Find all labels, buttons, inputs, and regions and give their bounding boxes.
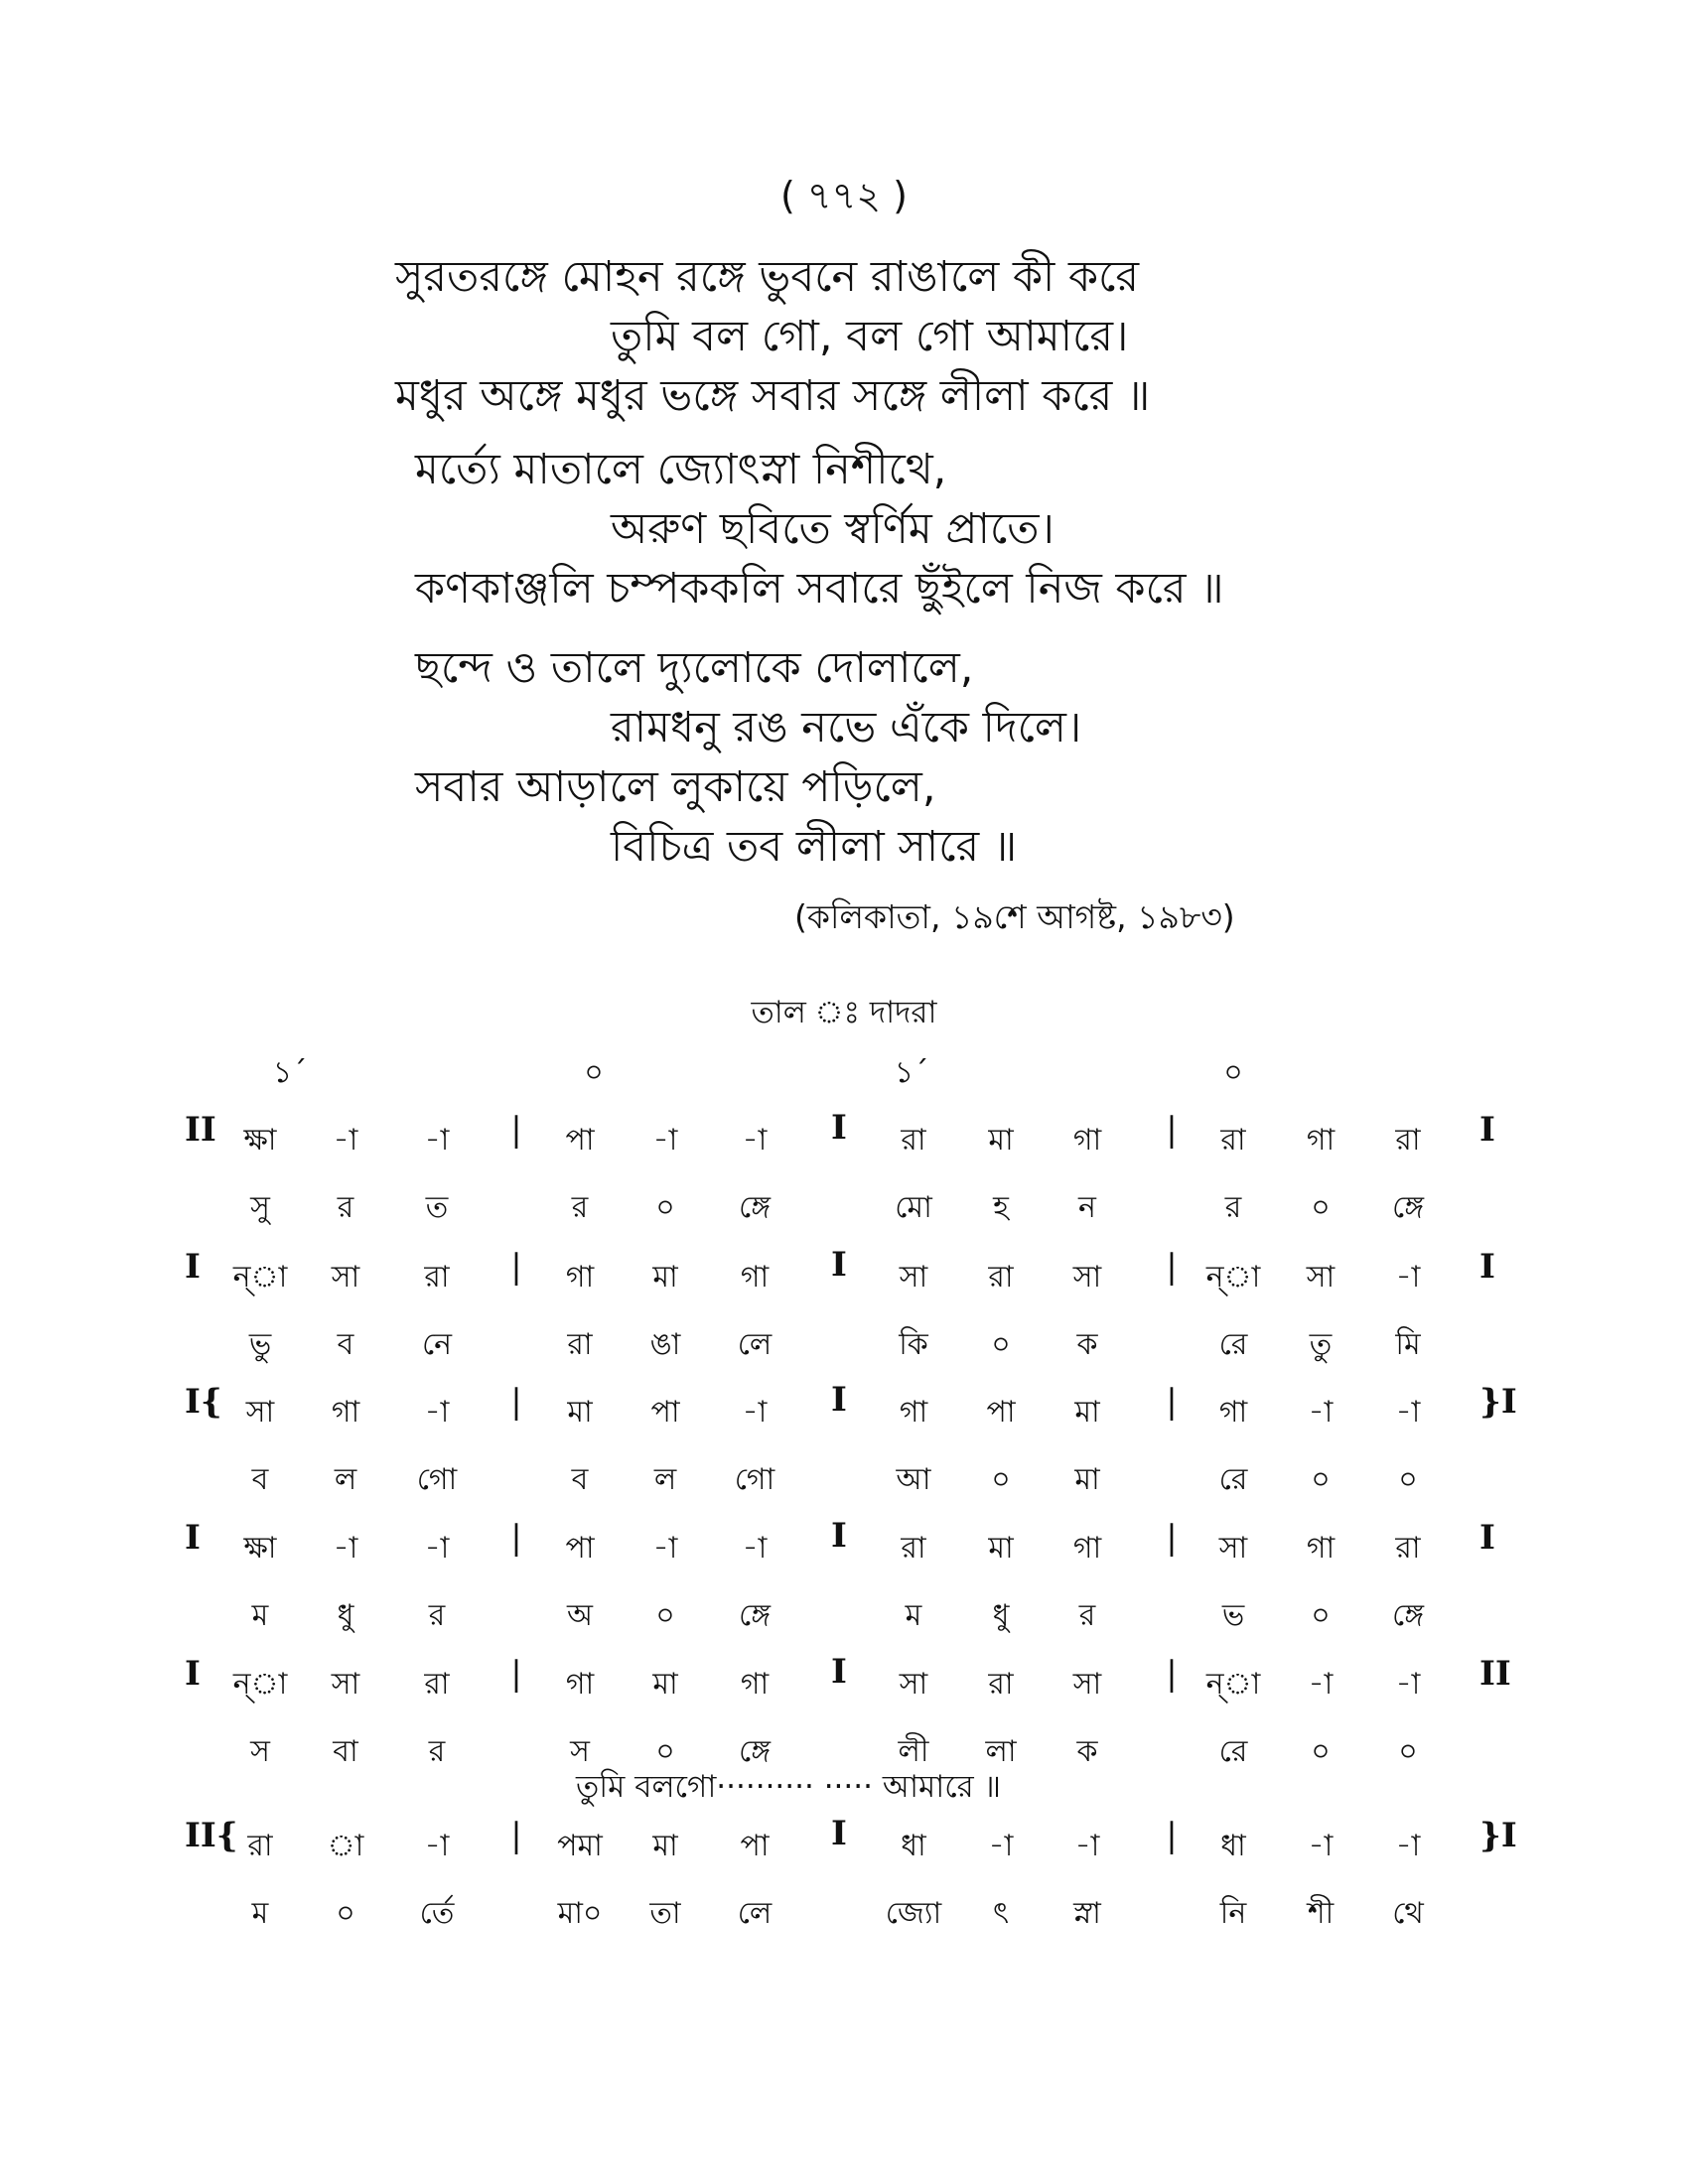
- swara-note: গা: [1218, 1395, 1248, 1430]
- swara-note: মা: [567, 1395, 593, 1430]
- bani-syllable: ত: [425, 1190, 449, 1225]
- swara-note: রা: [1220, 1123, 1246, 1158]
- swara-note: -া: [1308, 1829, 1334, 1863]
- swara-note: -া: [742, 1123, 768, 1158]
- swara-note: -া: [1074, 1829, 1100, 1863]
- bani-syllable: র: [571, 1190, 589, 1225]
- swara-note: -া: [652, 1531, 678, 1566]
- bani-syllable: ০: [336, 1896, 355, 1931]
- bani-syllable: ঙ্গে: [1391, 1598, 1425, 1633]
- bani-syllable: স: [250, 1734, 270, 1769]
- bani-syllable: মা০: [557, 1896, 603, 1931]
- bani-syllable: আ: [896, 1462, 931, 1497]
- bani-syllable: গো: [416, 1462, 458, 1497]
- bani-syllable: ঙ্গে: [1391, 1190, 1425, 1225]
- swara-note: -া: [424, 1123, 450, 1158]
- bani-syllable: র্তে: [419, 1896, 455, 1931]
- bani-syllable: ধু: [337, 1598, 354, 1633]
- swara-note: ধা: [901, 1829, 926, 1863]
- swara-note: রা: [988, 1667, 1014, 1702]
- bani-syllable: ল: [334, 1462, 357, 1497]
- swara-note: গা: [1306, 1531, 1336, 1566]
- swara-note: গা: [331, 1395, 360, 1430]
- lyric-line: বিচিত্র তব লীলা সারে ॥: [611, 822, 1018, 872]
- bani-syllable: ম: [251, 1896, 269, 1931]
- swara-note: রা: [901, 1531, 926, 1566]
- bani-syllable: ০: [1311, 1734, 1331, 1769]
- bani-syllable: থে: [1392, 1896, 1424, 1931]
- bani-syllable: মি: [1395, 1327, 1421, 1362]
- bani-syllable: ব: [571, 1462, 589, 1497]
- swara-note: গা: [740, 1260, 770, 1295]
- bani-syllable: ব: [337, 1327, 354, 1362]
- swara-note: ন্া: [232, 1667, 288, 1702]
- bani-syllable: স: [570, 1734, 590, 1769]
- swara-note: সা: [1072, 1667, 1102, 1702]
- swara-note: গা: [565, 1667, 595, 1702]
- swara-note: -া: [1308, 1395, 1334, 1430]
- composition-credit: (কলিকাতা, ১৯শে আগষ্ট, ১৯৮৩): [794, 897, 1235, 936]
- section-divider: I: [831, 1380, 847, 1420]
- swara-note: মা: [652, 1667, 678, 1702]
- swara-note: গা: [1306, 1123, 1336, 1158]
- swara-note: -া: [988, 1829, 1014, 1863]
- bani-syllable: ম: [251, 1598, 269, 1633]
- bani-syllable: র: [1224, 1190, 1242, 1225]
- swara-note: -া: [1395, 1667, 1421, 1702]
- beat-divider: |: [510, 1654, 522, 1694]
- row-open-bar: I: [185, 1654, 201, 1694]
- bani-syllable: ধু: [992, 1598, 1010, 1633]
- bani-syllable: ঙ্গে: [738, 1598, 772, 1633]
- beat-divider: |: [1166, 1518, 1178, 1558]
- beat-divider: |: [510, 1382, 522, 1422]
- swara-note: মা: [652, 1260, 678, 1295]
- row-open-bar: II: [185, 1110, 216, 1150]
- bani-syllable: বা: [333, 1734, 358, 1769]
- bani-syllable: ০: [1311, 1462, 1331, 1497]
- beat-mark: ১´: [894, 1055, 929, 1090]
- bani-syllable: রা: [567, 1327, 593, 1362]
- swara-note: সা: [1072, 1260, 1102, 1295]
- bani-syllable: ০: [991, 1327, 1011, 1362]
- beat-mark: ১´: [272, 1055, 308, 1090]
- beat-divider: |: [510, 1518, 522, 1558]
- swara-note: সা: [245, 1395, 275, 1430]
- swara-note: সা: [899, 1260, 928, 1295]
- beat-divider: |: [1166, 1816, 1178, 1855]
- swara-note: সা: [1306, 1260, 1336, 1295]
- swara-note: গা: [899, 1395, 928, 1430]
- bani-syllable: ঙা: [649, 1327, 681, 1362]
- swara-note: -া: [742, 1531, 768, 1566]
- swara-note: মা: [988, 1531, 1014, 1566]
- swara-note: গা: [1072, 1531, 1102, 1566]
- bani-syllable: ০: [991, 1462, 1011, 1497]
- section-divider: I: [831, 1516, 847, 1556]
- swara-note: -া: [424, 1829, 450, 1863]
- lyric-line: মধুর অঙ্গে মধুর ভঙ্গে সবার সঙ্গে লীলা করে ॥: [395, 371, 1151, 421]
- bani-syllable: রে: [1218, 1462, 1248, 1497]
- bani-syllable: লা: [985, 1734, 1017, 1769]
- bani-syllable: ন: [1078, 1190, 1096, 1225]
- bani-syllable: হ: [993, 1190, 1009, 1225]
- row-close-bar: I: [1479, 1110, 1495, 1150]
- bani-syllable: ল: [653, 1462, 677, 1497]
- bani-syllable: র: [1078, 1598, 1096, 1633]
- row-close-bar: I: [1479, 1247, 1495, 1287]
- bani-syllable: রে: [1218, 1734, 1248, 1769]
- swara-note: ন্া: [1205, 1260, 1261, 1295]
- swara-note: মা: [988, 1123, 1014, 1158]
- bani-syllable: ৎ: [992, 1896, 1010, 1931]
- beat-divider: |: [510, 1247, 522, 1287]
- swara-note: পা: [650, 1395, 680, 1430]
- bani-syllable: ০: [655, 1734, 675, 1769]
- section-divider: I: [831, 1652, 847, 1692]
- row-open-bar: I: [185, 1247, 201, 1287]
- bani-syllable: লে: [737, 1327, 773, 1362]
- swara-note: -া: [1395, 1829, 1421, 1863]
- bani-syllable: রে: [1218, 1327, 1248, 1362]
- bani-syllable: তা: [649, 1896, 681, 1931]
- lyric-line: মর্ত্যে মাতালে জ্যোৎস্না নিশীথে,: [415, 445, 947, 494]
- section-divider: I: [831, 1108, 847, 1148]
- swara-note: পা: [986, 1395, 1016, 1430]
- swara-note: ধা: [1220, 1829, 1246, 1863]
- bani-syllable: ০: [1398, 1462, 1418, 1497]
- lyric-line: সবার আড়ালে লুকায়ে পড়িলে,: [415, 762, 936, 812]
- lyric-line: অরুণ ছবিতে স্বর্ণিম প্রাতে।: [611, 504, 1055, 554]
- swara-note: রা: [901, 1123, 926, 1158]
- swara-note: ক্ষা: [243, 1531, 277, 1566]
- bani-syllable: ০: [1311, 1598, 1331, 1633]
- bani-syllable: সু: [250, 1190, 270, 1225]
- bani-syllable: শী: [1307, 1896, 1335, 1931]
- swara-note: গা: [740, 1667, 770, 1702]
- swara-note: -া: [333, 1531, 358, 1566]
- swara-note: সা: [899, 1667, 928, 1702]
- swara-note: -া: [424, 1395, 450, 1430]
- bani-syllable: র: [337, 1190, 354, 1225]
- beat-divider: |: [1166, 1382, 1178, 1422]
- beat-mark: ০: [1223, 1055, 1243, 1090]
- beat-divider: |: [1166, 1110, 1178, 1150]
- bani-syllable: ব: [251, 1462, 269, 1497]
- beat-mark: ০: [584, 1055, 604, 1090]
- swara-note: -া: [742, 1395, 768, 1430]
- swara-note: সা: [331, 1667, 360, 1702]
- bani-syllable: ভু: [248, 1327, 272, 1362]
- swara-note: ন্া: [1205, 1667, 1261, 1702]
- bani-syllable: নে: [421, 1327, 453, 1362]
- bani-syllable: র: [428, 1598, 446, 1633]
- row-open-bar: II{: [185, 1816, 238, 1855]
- swara-note: মা: [652, 1829, 678, 1863]
- bani-syllable: ম: [905, 1598, 922, 1633]
- swara-note: পা: [565, 1531, 595, 1566]
- swara-note: -া: [652, 1123, 678, 1158]
- bani-syllable: জ্যো: [885, 1896, 942, 1931]
- swara-note: পা: [740, 1829, 770, 1863]
- row-open-bar: I{: [185, 1382, 222, 1422]
- row-close-bar: II: [1479, 1654, 1511, 1694]
- beat-divider: |: [1166, 1247, 1178, 1287]
- bani-syllable: কি: [899, 1327, 928, 1362]
- row-close-bar: }I: [1479, 1816, 1517, 1855]
- bani-syllable: অ: [567, 1598, 593, 1633]
- bani-syllable: তু: [1309, 1327, 1333, 1362]
- swara-note: -া: [333, 1123, 358, 1158]
- section-divider: I: [831, 1814, 847, 1853]
- bani-syllable: মা: [1074, 1462, 1100, 1497]
- swara-note: সা: [1218, 1531, 1248, 1566]
- bani-syllable: নি: [1219, 1896, 1247, 1931]
- swara-note: রা: [424, 1260, 450, 1295]
- row-open-bar: I: [185, 1518, 201, 1558]
- swara-note: া: [327, 1829, 364, 1863]
- lyric-line: কণকাঞ্জলি চম্পককলি সবারে ছুঁইলে নিজ করে ॥: [415, 564, 1224, 614]
- row-close-bar: }I: [1479, 1382, 1517, 1422]
- swara-note: পমা: [557, 1829, 603, 1863]
- beat-divider: |: [1166, 1654, 1178, 1694]
- swara-note: মা: [1074, 1395, 1100, 1430]
- swara-note: রা: [1395, 1531, 1421, 1566]
- bani-syllable: ক: [1076, 1327, 1098, 1362]
- beat-divider: |: [510, 1816, 522, 1855]
- tal-label: তাল ঃ দাদরা: [751, 995, 937, 1030]
- bani-syllable: ০: [1398, 1734, 1418, 1769]
- bani-syllable: ০: [655, 1598, 675, 1633]
- swara-note: -া: [1308, 1667, 1334, 1702]
- swara-note: রা: [988, 1260, 1014, 1295]
- section-divider: I: [831, 1245, 847, 1285]
- bani-syllable: র: [428, 1734, 446, 1769]
- bani-syllable: ক: [1076, 1734, 1098, 1769]
- lyric-line: তুমি বল গো, বল গো আমারে।: [611, 312, 1129, 361]
- bani-syllable: স্না: [1073, 1896, 1101, 1931]
- bani-syllable: লে: [737, 1896, 773, 1931]
- swara-note: পা: [565, 1123, 595, 1158]
- lyric-line: রামধনু রঙ নভে এঁকে দিলে।: [611, 703, 1082, 752]
- refrain-line: তুমি বলগো·········· ····· আমারে ॥: [576, 1769, 1002, 1805]
- bani-syllable: ০: [655, 1190, 675, 1225]
- swara-note: -া: [424, 1531, 450, 1566]
- bani-syllable: গো: [734, 1462, 775, 1497]
- bani-syllable: ঙ্গে: [738, 1190, 772, 1225]
- bani-syllable: ঙ্গে: [738, 1734, 772, 1769]
- bani-syllable: ভ: [1221, 1598, 1245, 1633]
- lyric-line: ছন্দে ও তালে দ্যুলোকে দোলালে,: [415, 643, 974, 693]
- swara-note: -া: [1395, 1260, 1421, 1295]
- bani-syllable: লী: [898, 1734, 929, 1769]
- swara-note: সা: [331, 1260, 360, 1295]
- swara-note: রা: [424, 1667, 450, 1702]
- bani-syllable: মো: [895, 1190, 932, 1225]
- swara-note: -া: [1395, 1395, 1421, 1430]
- swara-note: রা: [247, 1829, 273, 1863]
- bani-syllable: ০: [1311, 1190, 1331, 1225]
- swara-note: গা: [565, 1260, 595, 1295]
- beat-divider: |: [510, 1110, 522, 1150]
- row-close-bar: I: [1479, 1518, 1495, 1558]
- swara-note: গা: [1072, 1123, 1102, 1158]
- swara-note: ক্ষা: [243, 1123, 277, 1158]
- swara-note: ন্া: [232, 1260, 288, 1295]
- swara-note: রা: [1395, 1123, 1421, 1158]
- lyric-line: সুরতরঙ্গে মোহন রঙ্গে ভুবনে রাঙালে কী করে: [395, 252, 1140, 302]
- page-number: ( ৭৭২ ): [780, 174, 908, 217]
